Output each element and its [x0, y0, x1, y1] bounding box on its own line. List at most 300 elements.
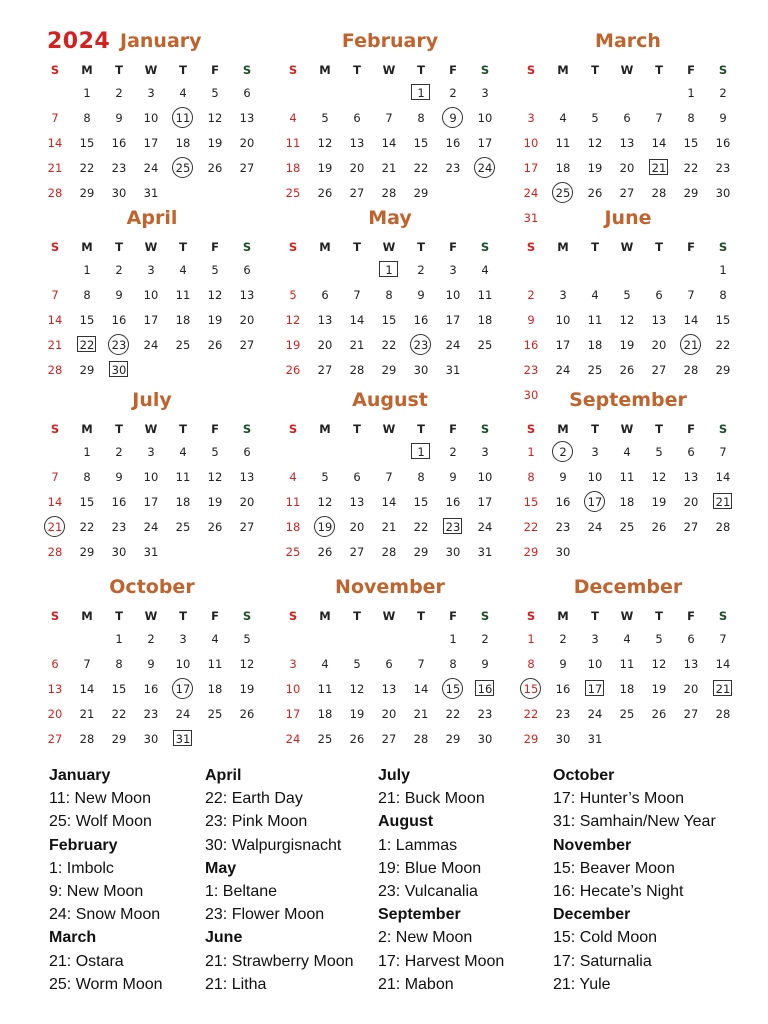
- day-cell: 15: [79, 495, 95, 509]
- day-cell: 18: [175, 495, 191, 509]
- day-cell: 15: [413, 495, 429, 509]
- day-cell-circled: 25: [548, 182, 578, 204]
- legend-event: 21: Buck Moon: [378, 790, 485, 808]
- month-april: [40, 207, 264, 397]
- day-cell: 22: [413, 161, 429, 175]
- day-cell: 12: [587, 136, 603, 150]
- weekday-header: F: [687, 422, 695, 436]
- weekday-header: T: [591, 63, 599, 77]
- day-cell: 12: [651, 470, 667, 484]
- day-cell: 13: [317, 313, 333, 327]
- day-cell: 26: [207, 338, 223, 352]
- weekday-header: M: [557, 240, 569, 254]
- day-cell: 2: [115, 263, 123, 277]
- day-cell: 31: [523, 211, 539, 225]
- day-cell: 20: [381, 707, 397, 721]
- day-cell: 4: [321, 657, 329, 671]
- day-cell: 8: [417, 470, 425, 484]
- day-cell: 24: [143, 520, 159, 534]
- day-cell: 15: [79, 136, 95, 150]
- day-cell: 23: [715, 161, 731, 175]
- legend-event: 15: Cold Moon: [553, 929, 658, 947]
- day-cell: 6: [51, 657, 59, 671]
- day-cell-circled: 2: [548, 441, 578, 463]
- legend-month: September: [378, 906, 461, 924]
- day-cell: 9: [115, 111, 123, 125]
- day-cell-boxd: 1: [374, 259, 404, 281]
- weekday-header: S: [288, 609, 298, 623]
- day-cell: 24: [555, 363, 571, 377]
- day-cell: 3: [289, 657, 297, 671]
- day-cell: 28: [651, 186, 667, 200]
- day-cell: 26: [317, 545, 333, 559]
- day-cell: 29: [381, 363, 397, 377]
- legend-event: 25: Worm Moon: [49, 975, 163, 993]
- day-cell-circled: 25: [168, 157, 198, 179]
- weekday-header: S: [50, 609, 60, 623]
- weekday-header: T: [353, 63, 361, 77]
- day-cell: 14: [47, 495, 63, 509]
- day-cell: 2: [115, 86, 123, 100]
- day-cell: 21: [381, 161, 397, 175]
- day-cell: 20: [317, 338, 333, 352]
- day-cell: 29: [79, 545, 95, 559]
- weekday-header: T: [417, 63, 425, 77]
- day-cell: 19: [207, 495, 223, 509]
- legend-column: [553, 764, 716, 996]
- day-cell: 10: [445, 288, 461, 302]
- day-cell: 20: [683, 495, 699, 509]
- day-cell-boxd: 1: [406, 441, 436, 463]
- day-cell: 18: [285, 520, 301, 534]
- day-cell: 10: [587, 470, 603, 484]
- day-cell: 16: [555, 682, 571, 696]
- day-cell: 21: [349, 338, 365, 352]
- day-cell: 5: [289, 288, 297, 302]
- weekday-header: M: [319, 422, 331, 436]
- day-cell: 14: [79, 682, 95, 696]
- day-cell: 4: [623, 632, 631, 646]
- weekday-header: M: [81, 422, 93, 436]
- month-title: January: [120, 30, 202, 52]
- day-cell-circled: 19: [310, 516, 340, 538]
- day-cell: 7: [51, 470, 59, 484]
- weekday-header: S: [242, 63, 252, 77]
- day-cell: 8: [83, 288, 91, 302]
- day-cell: 8: [115, 657, 123, 671]
- day-cell: 8: [417, 111, 425, 125]
- day-cell: 6: [385, 657, 393, 671]
- day-cell: 21: [413, 707, 429, 721]
- legend-event: 21: Yule: [553, 975, 611, 993]
- day-cell: 16: [445, 136, 461, 150]
- day-cell: 30: [523, 388, 539, 402]
- day-cell: 24: [445, 338, 461, 352]
- day-cell: 26: [651, 520, 667, 534]
- day-cell: 2: [449, 86, 457, 100]
- day-cell: 5: [623, 288, 631, 302]
- month-title: May: [368, 207, 412, 229]
- day-cell: 15: [683, 136, 699, 150]
- day-cell: 9: [115, 470, 123, 484]
- day-cell-circled: 23: [104, 334, 134, 356]
- day-cell: 7: [655, 111, 663, 125]
- day-cell: 6: [687, 445, 695, 459]
- weekday-header: S: [526, 240, 536, 254]
- legend-month: December: [553, 906, 631, 924]
- day-cell: 4: [179, 445, 187, 459]
- day-cell: 24: [285, 732, 301, 746]
- legend-event: 16: Hecate’s Night: [553, 883, 684, 901]
- weekday-header: F: [211, 240, 219, 254]
- weekday-header: M: [319, 63, 331, 77]
- day-cell: 8: [83, 470, 91, 484]
- month-title: June: [604, 207, 652, 229]
- day-cell: 14: [715, 470, 731, 484]
- legend-month: November: [553, 836, 632, 854]
- day-cell: 27: [349, 545, 365, 559]
- weekday-header: S: [50, 240, 60, 254]
- day-cell: 29: [413, 545, 429, 559]
- day-cell: 24: [175, 707, 191, 721]
- day-cell: 25: [619, 520, 635, 534]
- day-cell: 27: [239, 338, 255, 352]
- day-cell: 16: [413, 313, 429, 327]
- legend-month: April: [205, 767, 242, 784]
- day-cell: 2: [115, 445, 123, 459]
- day-cell: 14: [651, 136, 667, 150]
- day-cell: 17: [143, 495, 159, 509]
- weekday-header: S: [480, 63, 490, 77]
- day-cell: 30: [715, 186, 731, 200]
- legend-event: 17: Harvest Moon: [378, 952, 505, 970]
- day-cell: 8: [83, 111, 91, 125]
- weekday-header: W: [144, 63, 158, 77]
- weekday-header: T: [115, 609, 123, 623]
- day-cell: 7: [719, 445, 727, 459]
- day-cell: 4: [591, 288, 599, 302]
- day-cell: 23: [523, 363, 539, 377]
- day-cell: 21: [47, 338, 63, 352]
- day-cell: 1: [687, 86, 695, 100]
- day-cell: 11: [619, 657, 635, 671]
- legend-column: [378, 764, 504, 996]
- day-cell: 22: [683, 161, 699, 175]
- day-cell: 23: [555, 707, 571, 721]
- weekday-header: W: [382, 422, 396, 436]
- day-cell: 16: [111, 136, 127, 150]
- weekday-header: T: [353, 240, 361, 254]
- day-cell: 29: [715, 363, 731, 377]
- day-cell: 2: [559, 632, 567, 646]
- day-cell: 28: [413, 732, 429, 746]
- legend-event: 15: Beaver Moon: [553, 859, 675, 877]
- day-cell-circled: 15: [516, 678, 546, 700]
- weekday-header: T: [179, 609, 187, 623]
- weekday-header: W: [620, 609, 634, 623]
- day-cell: 21: [79, 707, 95, 721]
- legend-month: January: [49, 767, 111, 784]
- day-cell: 22: [79, 520, 95, 534]
- day-cell-boxd: 30: [104, 359, 134, 381]
- day-cell: 6: [243, 263, 251, 277]
- day-cell: 1: [449, 632, 457, 646]
- day-cell: 1: [83, 445, 91, 459]
- day-cell: 25: [285, 545, 301, 559]
- day-cell: 11: [619, 470, 635, 484]
- weekday-header: T: [417, 609, 425, 623]
- month-july: [40, 389, 264, 579]
- day-cell: 23: [111, 520, 127, 534]
- day-cell: 11: [317, 682, 333, 696]
- day-cell: 18: [317, 707, 333, 721]
- day-cell: 11: [587, 313, 603, 327]
- day-cell: 24: [587, 520, 603, 534]
- day-cell: 2: [527, 288, 535, 302]
- day-cell: 26: [207, 161, 223, 175]
- day-cell: 2: [449, 445, 457, 459]
- day-cell: 26: [285, 363, 301, 377]
- day-cell: 5: [353, 657, 361, 671]
- weekday-header: T: [655, 609, 663, 623]
- day-cell: 16: [445, 495, 461, 509]
- day-cell: 16: [715, 136, 731, 150]
- day-cell: 6: [353, 470, 361, 484]
- day-cell: 7: [353, 288, 361, 302]
- day-cell: 19: [285, 338, 301, 352]
- day-cell: 7: [719, 632, 727, 646]
- day-cell: 23: [445, 161, 461, 175]
- day-cell: 3: [147, 445, 155, 459]
- day-cell: 28: [47, 545, 63, 559]
- day-cell: 11: [175, 288, 191, 302]
- day-cell: 19: [207, 313, 223, 327]
- day-cell: 31: [477, 545, 493, 559]
- legend-month: March: [49, 929, 97, 947]
- day-cell: 27: [47, 732, 63, 746]
- day-cell: 28: [715, 520, 731, 534]
- day-cell: 9: [559, 657, 567, 671]
- day-cell: 3: [147, 86, 155, 100]
- legend-column: [205, 764, 354, 996]
- day-cell: 25: [175, 520, 191, 534]
- weekday-header: F: [449, 63, 457, 77]
- weekday-header: F: [449, 240, 457, 254]
- day-cell: 17: [143, 136, 159, 150]
- day-cell-boxd: 16: [470, 678, 500, 700]
- day-cell: 9: [449, 470, 457, 484]
- day-cell: 10: [143, 288, 159, 302]
- weekday-header: S: [242, 422, 252, 436]
- weekday-header: T: [655, 240, 663, 254]
- weekday-header: F: [687, 609, 695, 623]
- weekday-header: F: [211, 422, 219, 436]
- day-cell: 13: [349, 495, 365, 509]
- day-cell: 16: [555, 495, 571, 509]
- day-cell: 5: [655, 632, 663, 646]
- day-cell: 5: [211, 263, 219, 277]
- day-cell: 4: [179, 86, 187, 100]
- day-cell: 26: [317, 186, 333, 200]
- weekday-header: T: [655, 63, 663, 77]
- weekday-header: S: [480, 609, 490, 623]
- day-cell: 4: [559, 111, 567, 125]
- day-cell: 27: [683, 707, 699, 721]
- day-cell: 16: [111, 495, 127, 509]
- day-cell: 30: [555, 545, 571, 559]
- day-cell: 28: [715, 707, 731, 721]
- day-cell-circled: 11: [168, 107, 198, 129]
- day-cell: 4: [623, 445, 631, 459]
- day-cell: 13: [239, 470, 255, 484]
- day-cell: 22: [523, 707, 539, 721]
- weekday-header: S: [480, 422, 490, 436]
- day-cell: 19: [587, 161, 603, 175]
- day-cell-circled: 17: [168, 678, 198, 700]
- weekday-header: S: [288, 240, 298, 254]
- day-cell: 6: [321, 288, 329, 302]
- day-cell: 18: [587, 338, 603, 352]
- legend-event: 21: Litha: [205, 975, 267, 993]
- day-cell: 22: [445, 707, 461, 721]
- day-cell: 30: [477, 732, 493, 746]
- day-cell: 23: [111, 161, 127, 175]
- day-cell: 12: [285, 313, 301, 327]
- day-cell: 17: [477, 136, 493, 150]
- day-cell: 8: [527, 657, 535, 671]
- day-cell: 29: [79, 363, 95, 377]
- day-cell: 12: [651, 657, 667, 671]
- day-cell: 2: [481, 632, 489, 646]
- weekday-header: W: [382, 609, 396, 623]
- day-cell: 4: [481, 263, 489, 277]
- weekday-header: S: [50, 422, 60, 436]
- day-cell: 18: [207, 682, 223, 696]
- day-cell-boxd: 23: [438, 516, 468, 538]
- day-cell: 23: [477, 707, 493, 721]
- day-cell: 14: [715, 657, 731, 671]
- day-cell: 12: [349, 682, 365, 696]
- month-title: March: [595, 30, 661, 52]
- day-cell: 7: [51, 288, 59, 302]
- day-cell-circled: 24: [470, 157, 500, 179]
- day-cell: 3: [147, 263, 155, 277]
- month-september: [516, 389, 740, 579]
- day-cell: 27: [239, 520, 255, 534]
- day-cell: 15: [715, 313, 731, 327]
- month-march: [516, 30, 740, 225]
- day-cell: 29: [111, 732, 127, 746]
- day-cell: 12: [207, 288, 223, 302]
- month-title: February: [341, 30, 439, 52]
- day-cell: 14: [47, 136, 63, 150]
- day-cell: 26: [651, 707, 667, 721]
- weekday-header: S: [242, 609, 252, 623]
- day-cell: 5: [321, 111, 329, 125]
- weekday-header: S: [718, 609, 728, 623]
- weekday-header: W: [382, 240, 396, 254]
- day-cell: 13: [239, 288, 255, 302]
- day-cell: 23: [555, 520, 571, 534]
- day-cell: 19: [239, 682, 255, 696]
- day-cell: 29: [413, 186, 429, 200]
- day-cell: 9: [115, 288, 123, 302]
- day-cell: 1: [719, 263, 727, 277]
- day-cell: 27: [651, 363, 667, 377]
- weekday-header: F: [449, 422, 457, 436]
- day-cell: 8: [527, 470, 535, 484]
- day-cell: 13: [683, 470, 699, 484]
- day-cell: 18: [619, 682, 635, 696]
- weekday-header: T: [591, 240, 599, 254]
- day-cell: 12: [207, 111, 223, 125]
- legend-event: 21: Ostara: [49, 952, 124, 970]
- day-cell: 29: [445, 732, 461, 746]
- day-cell: 28: [349, 363, 365, 377]
- day-cell: 5: [211, 86, 219, 100]
- day-cell: 7: [51, 111, 59, 125]
- month-title: December: [573, 576, 683, 598]
- legend-event: 1: Imbolc: [49, 859, 114, 877]
- day-cell-circled: 23: [406, 334, 436, 356]
- day-cell: 8: [719, 288, 727, 302]
- weekday-header: S: [480, 240, 490, 254]
- day-cell: 4: [211, 632, 219, 646]
- day-cell: 8: [687, 111, 695, 125]
- day-cell-circled: 17: [580, 491, 610, 513]
- day-cell: 27: [683, 520, 699, 534]
- day-cell: 31: [587, 732, 603, 746]
- day-cell-boxd: 22: [72, 334, 102, 356]
- weekday-header: M: [557, 422, 569, 436]
- day-cell: 28: [381, 186, 397, 200]
- day-cell: 13: [349, 136, 365, 150]
- day-cell: 9: [417, 288, 425, 302]
- legend-event: 22: Earth Day: [205, 790, 303, 808]
- day-cell-boxd: 31: [168, 728, 198, 750]
- weekday-header: T: [115, 240, 123, 254]
- day-cell: 7: [687, 288, 695, 302]
- weekday-header: M: [319, 240, 331, 254]
- legend-column: [49, 764, 163, 996]
- weekday-header: M: [319, 609, 331, 623]
- day-cell: 14: [683, 313, 699, 327]
- day-cell: 15: [381, 313, 397, 327]
- day-cell: 7: [417, 657, 425, 671]
- day-cell: 25: [619, 707, 635, 721]
- weekday-header: S: [718, 422, 728, 436]
- day-cell: 19: [349, 707, 365, 721]
- day-cell: 9: [719, 111, 727, 125]
- weekday-header: W: [144, 422, 158, 436]
- legend-event: 23: Flower Moon: [205, 906, 325, 924]
- day-cell: 12: [317, 136, 333, 150]
- legend-event: 1: Lammas: [378, 836, 458, 854]
- day-cell: 22: [381, 338, 397, 352]
- day-cell: 20: [349, 161, 365, 175]
- day-cell: 10: [587, 657, 603, 671]
- day-cell: 9: [559, 470, 567, 484]
- day-cell: 11: [175, 470, 191, 484]
- day-cell: 26: [239, 707, 255, 721]
- day-cell: 13: [47, 682, 63, 696]
- day-cell: 17: [285, 707, 301, 721]
- legend-event: 2: New Moon: [378, 929, 473, 947]
- weekday-header: W: [144, 609, 158, 623]
- day-cell-circled: 9: [438, 107, 468, 129]
- legend-month: August: [378, 813, 434, 831]
- day-cell: 17: [523, 161, 539, 175]
